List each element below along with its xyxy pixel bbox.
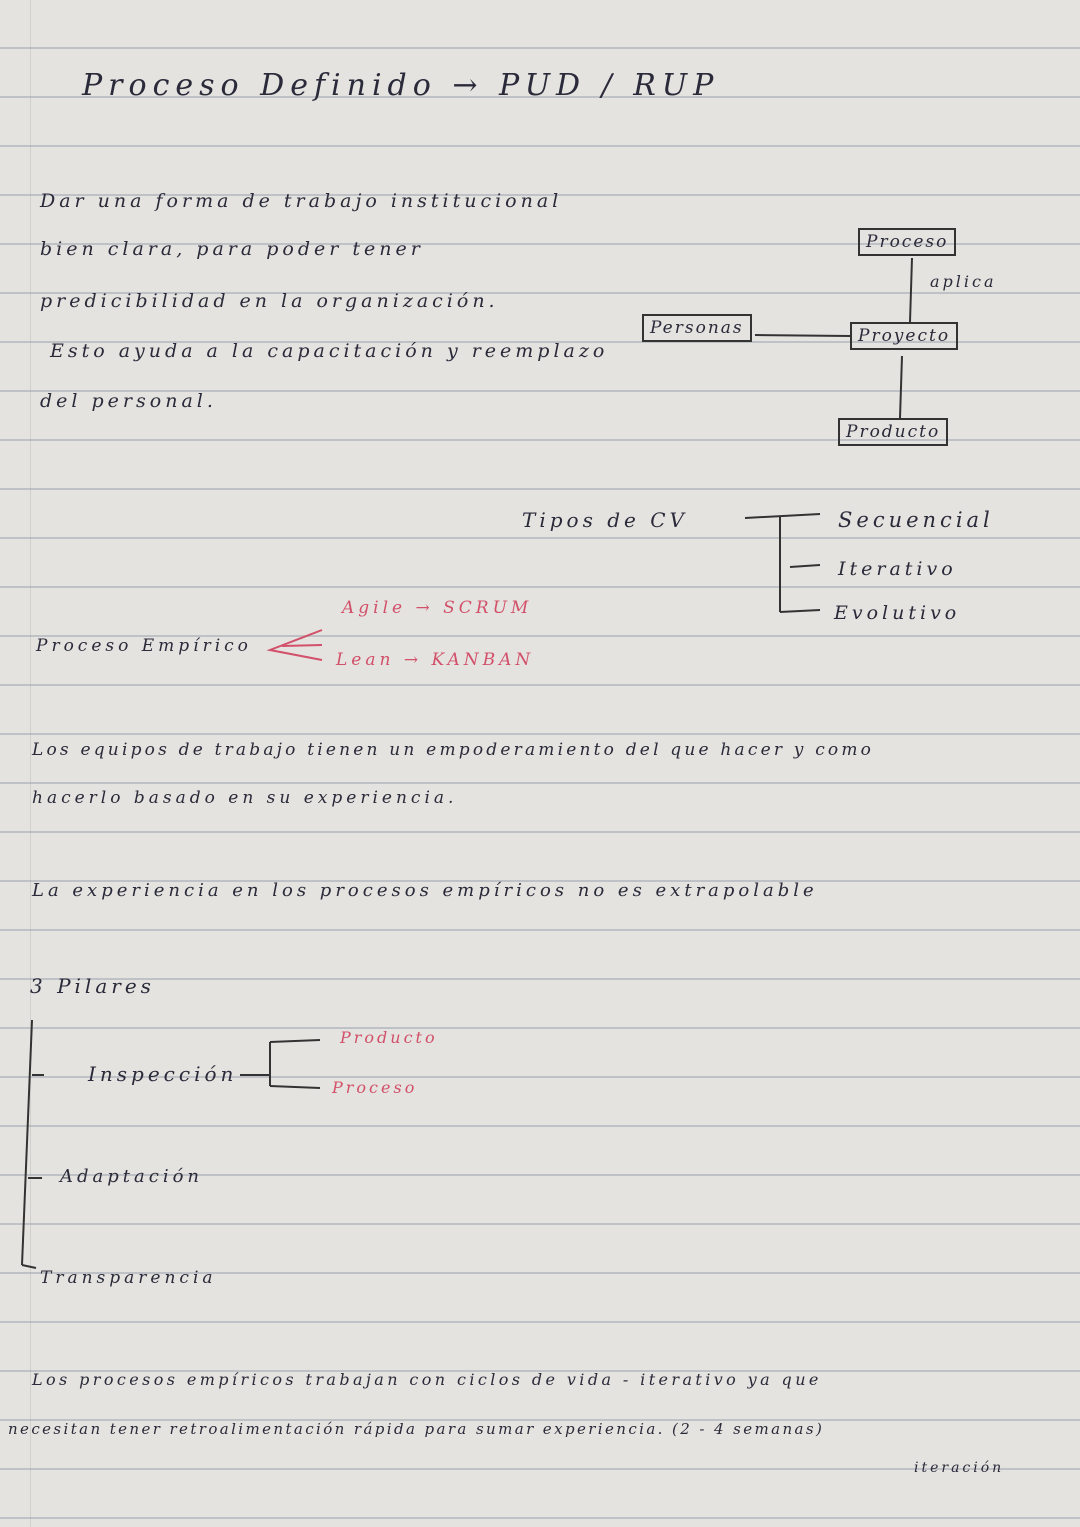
intro-line: del personal. bbox=[40, 390, 217, 412]
pilar-adaptacion: Adaptación bbox=[60, 1166, 204, 1187]
cv-type-item: Iterativo bbox=[838, 558, 957, 580]
equipos-line: Los equipos de trabajo tienen un empoderamiento del que hacer y como bbox=[32, 740, 875, 760]
diagram-proyecto-box: Proyecto bbox=[850, 322, 958, 350]
cv-types-label: Tipos de CV bbox=[522, 508, 688, 532]
inspeccion-item: Producto bbox=[340, 1028, 438, 1047]
intro-line: predicibilidad en la organización. bbox=[40, 290, 499, 312]
pilar-transparencia: Transparencia bbox=[40, 1268, 217, 1288]
experiencia-line: La experiencia en los procesos empíricos no es extrapolable bbox=[32, 880, 818, 901]
iteracion-note: iteración bbox=[914, 1460, 1005, 1476]
pilares-heading: 3 Pilares bbox=[30, 974, 155, 998]
empirico-lean: Lean → KANBAN bbox=[336, 650, 535, 670]
intro-line: bien clara, para poder tener bbox=[40, 238, 424, 260]
page-title: Proceso Definido → PUD / RUP bbox=[82, 68, 720, 103]
conclusion-line: Los procesos empíricos trabajan con ciclos de vida - iterativo ya que bbox=[32, 1370, 822, 1389]
diagram-producto-box: Producto bbox=[838, 418, 948, 446]
cv-type-item: Secuencial bbox=[838, 508, 994, 532]
intro-line: Dar una forma de trabajo institucional bbox=[40, 190, 563, 212]
empirico-agile: Agile → SCRUM bbox=[342, 598, 533, 618]
diagram-proceso-box: Proceso bbox=[858, 228, 956, 256]
intro-line: Esto ayuda a la capacitación y reemplazo bbox=[50, 340, 609, 362]
empirico-label: Proceso Empírico bbox=[36, 636, 252, 656]
pilar-inspeccion: Inspección bbox=[88, 1062, 238, 1086]
diagram-aplica-label: aplica bbox=[930, 272, 997, 291]
cv-type-item: Evolutivo bbox=[834, 602, 961, 624]
inspeccion-item: Proceso bbox=[332, 1078, 418, 1097]
conclusion-line: necesitan tener retroalimentación rápida para sumar experiencia. (2 - 4 semanas) bbox=[8, 1420, 825, 1438]
diagram-personas-box: Personas bbox=[642, 314, 752, 342]
equipos-line: hacerlo basado en su experiencia. bbox=[32, 788, 458, 808]
